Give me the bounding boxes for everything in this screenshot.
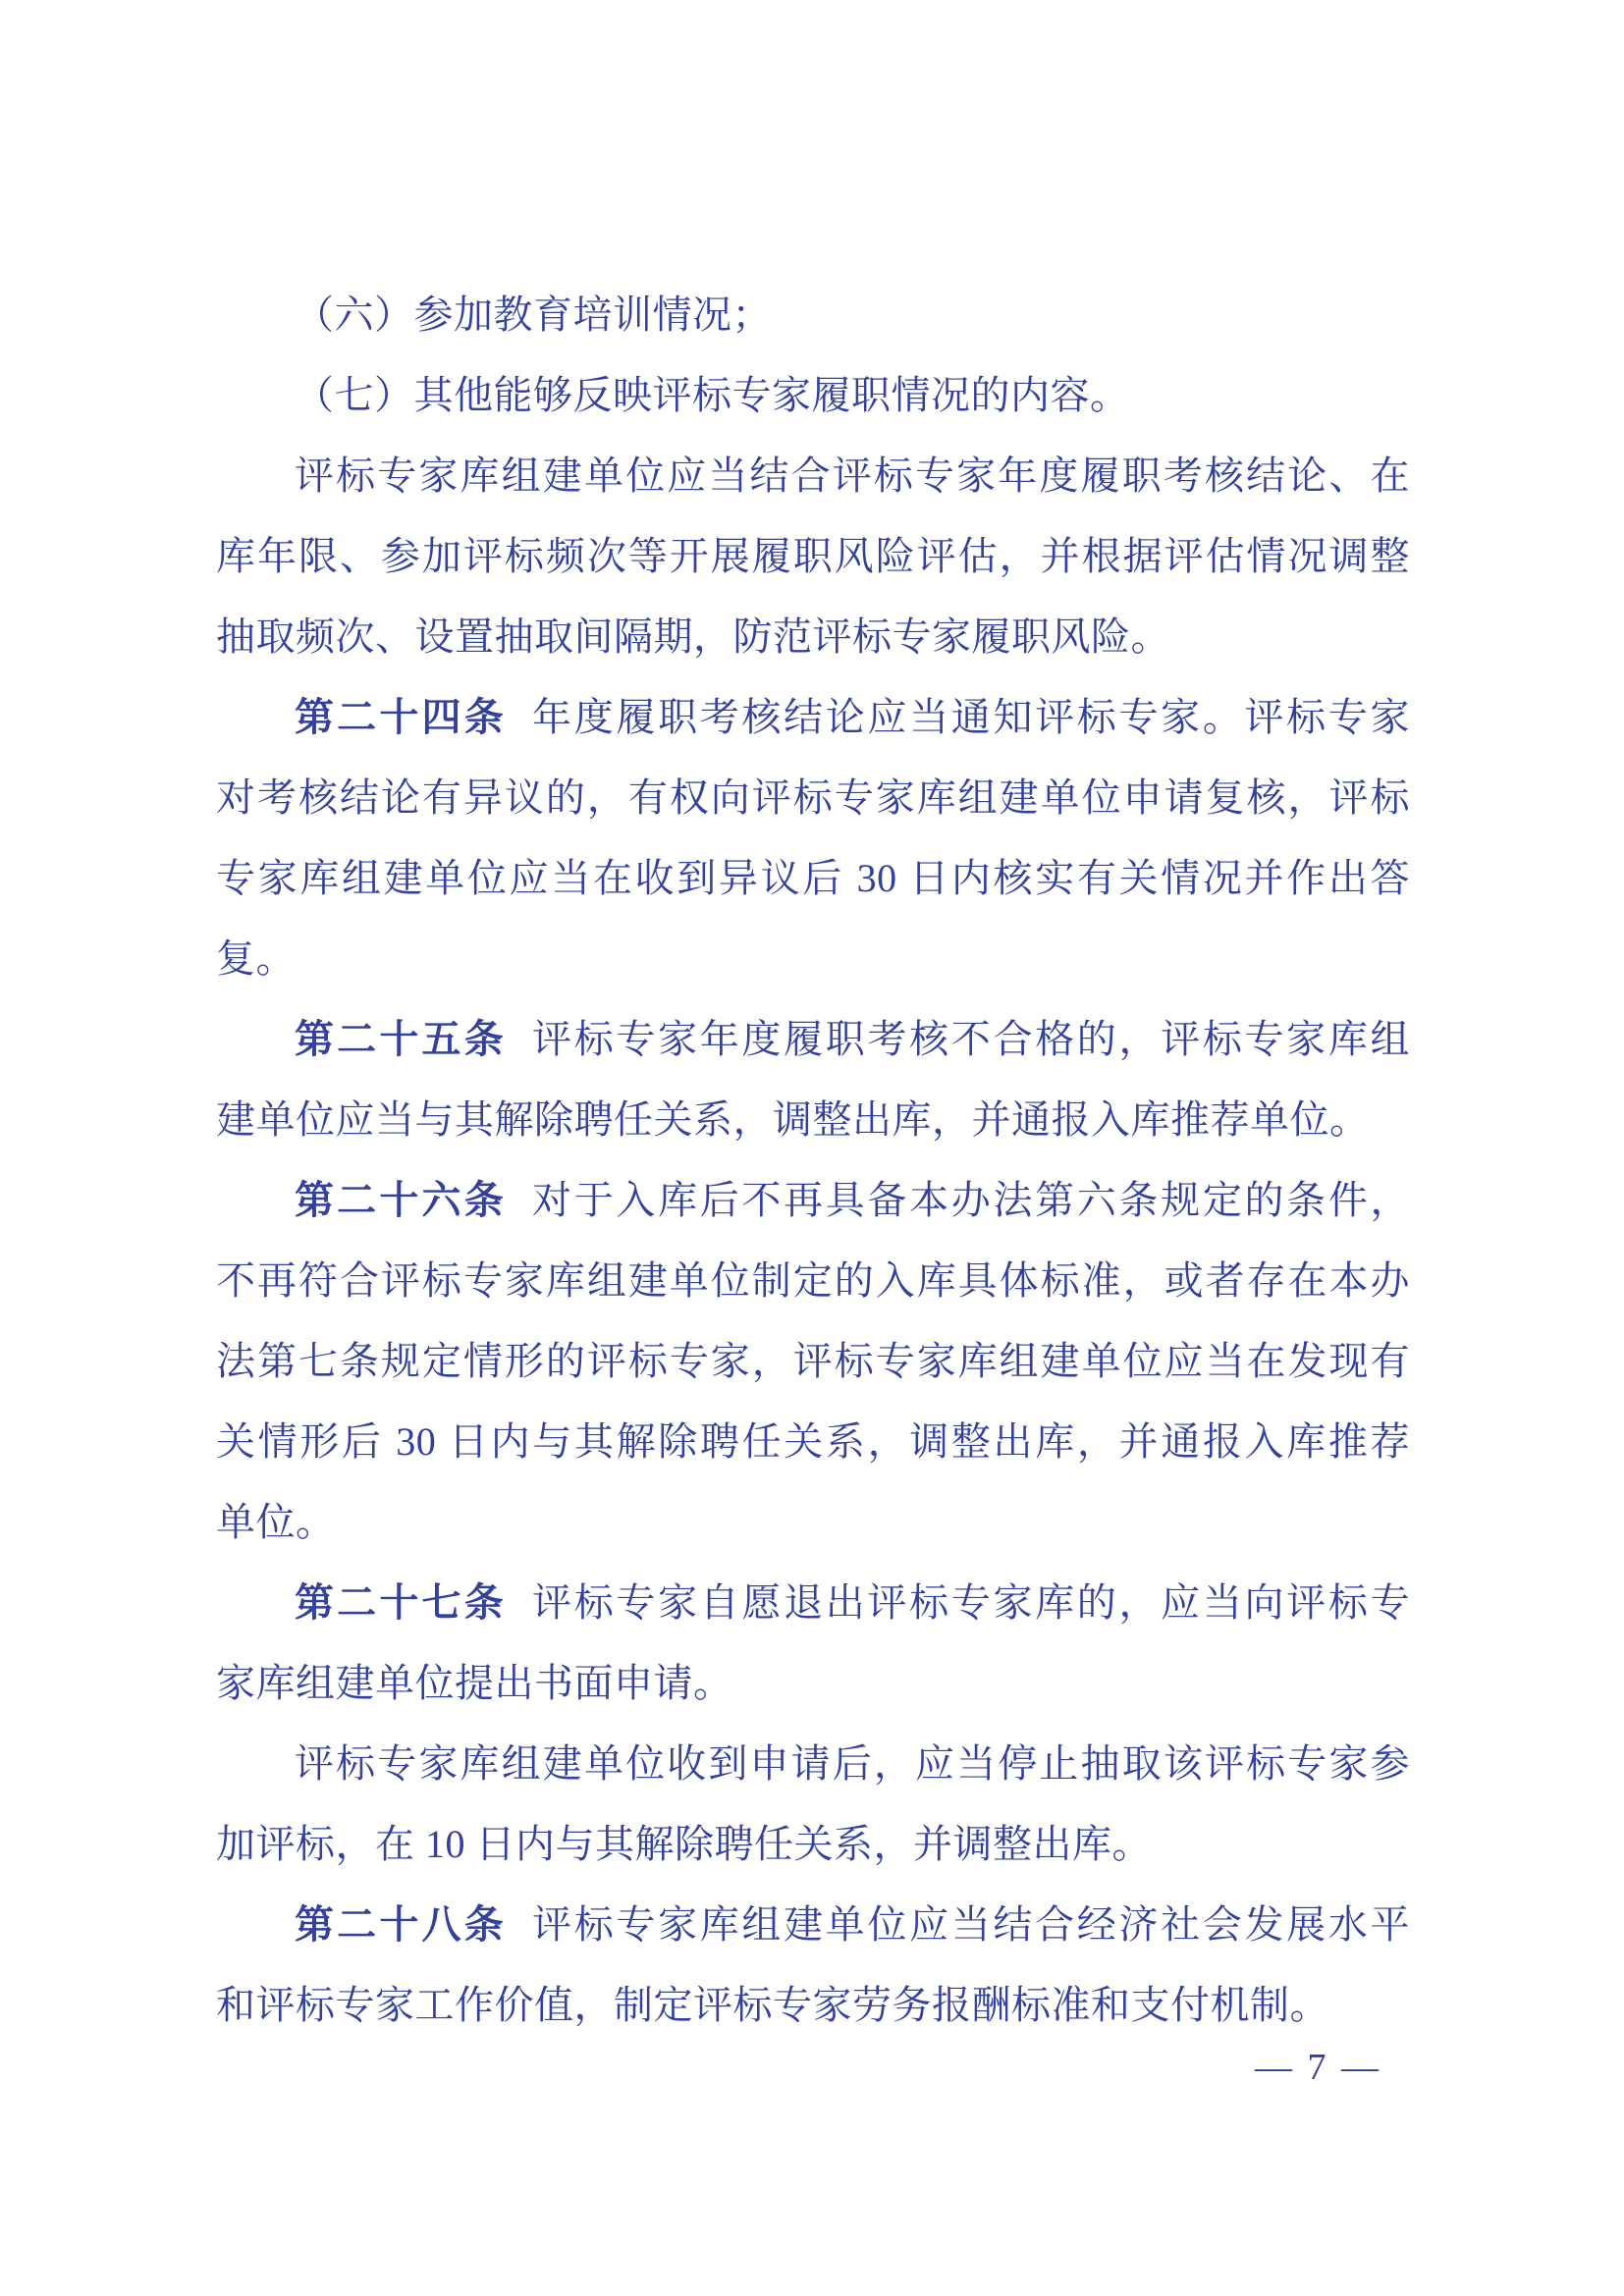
line-text: 不再符合评标专家库组建单位制定的入库具体标准，或者存在本办 xyxy=(216,1258,1410,1303)
line-text: 评标专家库组建单位收到申请后，应当停止抽取该评标专家参 xyxy=(295,1741,1410,1786)
line-text: 评标专家年度履职考核不合格的，评标专家库组 xyxy=(529,1017,1411,1061)
line-text: （六）参加教育培训情况； xyxy=(295,293,772,337)
text-line xyxy=(216,355,1410,436)
text-line xyxy=(216,1241,1410,1321)
line-text: 法第七条规定情形的评标专家，评标专家库组建单位应当在发现有 xyxy=(216,1339,1410,1383)
text-line xyxy=(216,1402,1410,1482)
document-body xyxy=(216,275,1410,2046)
text-line xyxy=(216,677,1410,758)
text-line xyxy=(216,1563,1410,1643)
text-line xyxy=(216,597,1410,677)
page-number: — 7 — xyxy=(1255,2047,1381,2088)
line-text: 评标专家自愿退出评标专家库的，应当向评标专 xyxy=(529,1580,1411,1625)
line-text: 年度履职考核结论应当通知评标专家。评标专家 xyxy=(529,695,1411,739)
article-number: 第二十四条 xyxy=(295,696,507,739)
text-line xyxy=(216,1160,1410,1241)
line-text: 和评标专家工作价值，制定评标专家劳务报酬标准和支付机制。 xyxy=(216,1983,1329,2027)
text-line xyxy=(216,436,1410,516)
text-line xyxy=(216,1885,1410,1965)
text-line xyxy=(216,1080,1410,1160)
article-number: 第二十八条 xyxy=(295,1903,507,1947)
line-text: 建单位应当与其解除聘任关系，调整出库，并通报入库推荐单位。 xyxy=(216,1097,1370,1142)
line-text: 对考核结论有异议的，有权向评标专家库组建单位申请复核，评标 xyxy=(216,775,1410,820)
text-line xyxy=(216,1804,1410,1885)
text-line xyxy=(216,1482,1410,1563)
text-line xyxy=(216,275,1410,355)
text-line xyxy=(216,1643,1410,1724)
article-number: 第二十六条 xyxy=(295,1179,507,1222)
article-number: 第二十五条 xyxy=(295,1018,507,1061)
line-text: 库年限、参加评标频次等开展履职风险评估，并根据评估情况调整 xyxy=(216,534,1410,578)
line-text: 评标专家库组建单位应当结合评标专家年度履职考核结论、在 xyxy=(295,454,1410,498)
line-text: 单位。 xyxy=(216,1500,336,1544)
text-line xyxy=(216,758,1410,838)
line-text: 家库组建单位提出书面申请。 xyxy=(216,1661,733,1705)
text-line xyxy=(216,838,1410,919)
text-line xyxy=(216,1724,1410,1804)
line-text: 关情形后 30 日内与其解除聘任关系，调整出库，并通报入库推荐 xyxy=(216,1419,1410,1464)
line-text: 复。 xyxy=(216,936,296,981)
line-text: 评标专家库组建单位应当结合经济社会发展水平 xyxy=(529,1902,1411,1947)
article-number: 第二十七条 xyxy=(295,1581,507,1625)
line-text: 对于入库后不再具备本办法第六条规定的条件， xyxy=(529,1178,1411,1222)
line-text: （七）其他能够反映评标专家履职情况的内容。 xyxy=(295,373,1130,417)
text-line xyxy=(216,1965,1410,2046)
line-text: 抽取频次、设置抽取间隔期，防范评标专家履职风险。 xyxy=(216,614,1170,659)
line-text: 加评标，在 10 日内与其解除聘任关系，并调整出库。 xyxy=(216,1822,1152,1866)
text-line xyxy=(216,1321,1410,1402)
line-text: 专家库组建单位应当在收到异议后 30 日内核实有关情况并作出答 xyxy=(216,856,1410,900)
text-line xyxy=(216,999,1410,1080)
text-line xyxy=(216,919,1410,999)
text-line xyxy=(216,516,1410,597)
